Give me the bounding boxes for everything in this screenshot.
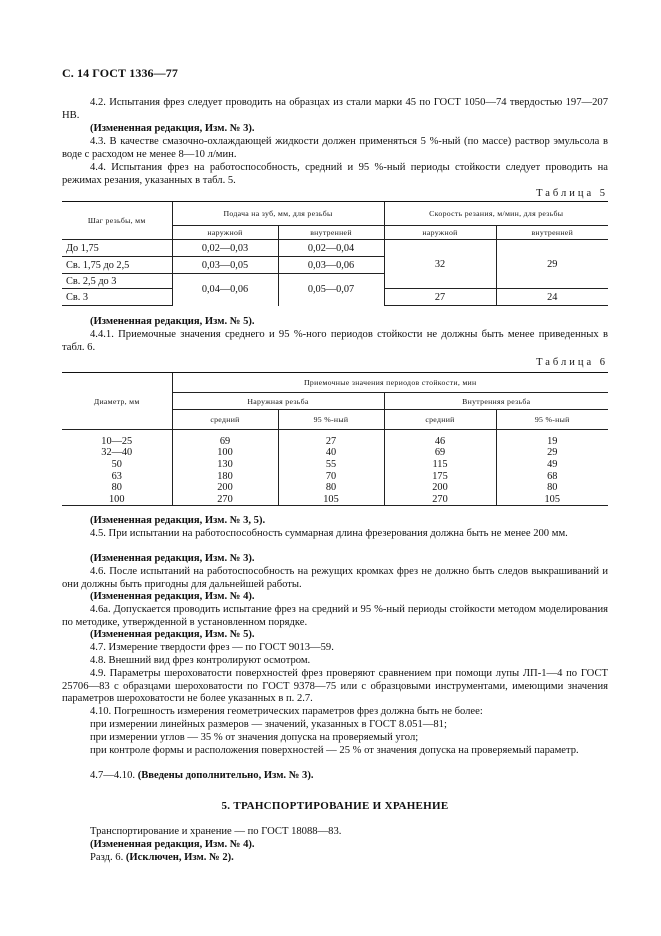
table-row: [62, 470, 608, 482]
paragraph-4-8: 4.8. Внешний вид фрез контролируют осмотром.: [90, 655, 311, 666]
table-row: [62, 459, 608, 471]
col-speed-header: Скорость резания, м/мин, для резьбы: [384, 202, 608, 226]
paragraph-section-6: [62, 852, 608, 865]
table-cell: 270: [172, 493, 278, 505]
table-cell: 0,05—0,07: [278, 274, 384, 306]
col-inner-thread-header: Внутренняя резьба: [384, 393, 608, 410]
edition-note: (Исключен, Изм. № 2).: [125, 852, 234, 863]
table-cell: 49: [496, 459, 608, 471]
table-cell: 68: [496, 470, 608, 482]
table-cell: 46: [384, 436, 496, 448]
paragraph-4-4-1: 4.4.1. Приемочные значения среднего и 95 %-ного периодов стойкости не должны быть менее приведенных в табл. 6.: [62, 329, 608, 353]
table-cell: Св. 1,75 до 2,5: [62, 257, 172, 274]
table-5-caption: Таблица 5: [536, 188, 608, 199]
sub-outer-header: наружной: [172, 226, 278, 240]
col-pitch-header: Шаг резьбы, мм: [62, 202, 172, 240]
table-cell: 200: [384, 482, 496, 494]
table-row: [62, 493, 608, 505]
table-cell: 24: [496, 289, 608, 306]
table-cell: 50: [111, 458, 122, 470]
paragraph-4-4: 4.4. Испытания фрез на работоспособность, средний и 95 %-ный периоды стойкости следует проводить на режимах резания, указанных в табл. 5.: [62, 162, 608, 186]
paragraph-4-5: 4.5. При испытании на работоспособность суммарная длина фрезерования должна быть не менее 200 мм.: [90, 528, 568, 539]
table-cell: 180: [172, 470, 278, 482]
paragraph-4-6a: 4.6а. Допускается проводить испытание фрез на средний и 95 %-ный периоды стойкости методом моделирования по методике, утвержденной в установленном порядке.: [62, 604, 608, 628]
table-cell: 27: [384, 289, 496, 306]
table-row: [62, 436, 608, 448]
table-cell: 19: [496, 436, 608, 448]
table-cell: 130: [172, 459, 278, 471]
table-cell: 63: [111, 470, 122, 482]
edition-note: (Измененная редакция, Изм. № 5).: [90, 629, 255, 640]
table-cell: 0,04—0,06: [172, 274, 278, 306]
table-cell: 100: [172, 447, 278, 459]
table-cell: 70: [278, 470, 384, 482]
col-acceptance-header: Приемочные значения периодов стойкости, мин: [172, 373, 608, 393]
paragraph-4-10-linear: при измерении линейных размеров — значений, указанных в ГОСТ 8.051—81;: [90, 719, 447, 730]
table-cell: 105: [278, 493, 384, 505]
sub-average-header: средний: [172, 410, 278, 430]
table-cell: 105: [496, 493, 608, 505]
sub-average-header: средний: [384, 410, 496, 430]
table-6-caption: Таблица 6: [536, 357, 608, 368]
table-cell: 80: [111, 482, 122, 494]
sub-outer-header: наружной: [384, 226, 496, 240]
table-cell: 69: [384, 447, 496, 459]
col-feed-header: Подача на зуб, мм, для резьбы: [172, 202, 384, 226]
sub-inner-header: внутренней: [278, 226, 384, 240]
table-cell: 32: [384, 240, 496, 289]
edition-note: (Введены дополнительно, Изм. № 3).: [137, 770, 314, 781]
table-cell: 80: [496, 482, 608, 494]
table-cell: 29: [496, 240, 608, 289]
sub-95-header: 95 %-ный: [496, 410, 608, 430]
table-cell: 270: [384, 493, 496, 505]
table-cell: 175: [384, 470, 496, 482]
table-cell: 0,03—0,06: [278, 257, 384, 274]
page-header: С. 14 ГОСТ 1336—77: [62, 66, 178, 80]
table-cell: 0,03—0,05: [172, 257, 278, 274]
table-cell: 27: [278, 436, 384, 448]
col-outer-thread-header: Наружная резьба: [172, 393, 384, 410]
sub-inner-header: внутренней: [496, 226, 608, 240]
table-row: [62, 447, 608, 459]
table-cell: 40: [278, 447, 384, 459]
table-cell: 0,02—0,03: [172, 240, 278, 257]
table-cell: 10—25: [101, 435, 133, 447]
table-cell: 55: [278, 459, 384, 471]
paragraph-4-7-4-10: [62, 770, 608, 783]
table-cell: 69: [172, 436, 278, 448]
table-cell: До 1,75: [62, 240, 172, 257]
paragraph-4-3: 4.3. В качестве смазочно-охлаждающей жидкости должен применяться 5 %-ный (по массе) раствор эмульсола в воде с расходом не менее 8—10 л/мин.: [62, 136, 608, 160]
paragraph-4-10: 4.10. Погрешность измерения геометрических параметров фрез должна быть не более:: [90, 706, 483, 717]
table-cell: 32—40: [101, 447, 133, 459]
section-6-label: Разд. 6.: [90, 852, 124, 863]
table-row: [62, 482, 608, 494]
edition-note: (Измененная редакция, Изм. № 3).: [90, 123, 255, 134]
edition-note: (Измененная редакция, Изм. № 4).: [90, 839, 255, 850]
clause-range: 4.7—4.10.: [90, 770, 136, 781]
edition-note: (Измененная редакция, Изм. № 3).: [90, 553, 255, 564]
table-cell: 80: [278, 482, 384, 494]
paragraph-4-10-angles: при измерении углов — 35 % от значения допуска на проверяемый угол;: [90, 732, 419, 743]
table-cell: 200: [172, 482, 278, 494]
edition-note: (Измененная редакция, Изм. № 4).: [90, 591, 255, 602]
paragraph-4-10-form: при контроле формы и расположения поверхностей — 25 % от значения допуска на проверяемый параметр.: [90, 745, 579, 756]
paragraph-4-7: 4.7. Измерение твердости фрез — по ГОСТ 9013—59.: [90, 642, 334, 653]
table-cell: Св. 3: [62, 289, 172, 306]
section-title: 5. ТРАНСПОРТИРОВАНИЕ И ХРАНЕНИЕ: [221, 800, 449, 812]
edition-note: (Измененная редакция, Изм. № 3, 5).: [90, 515, 266, 526]
table-6: [62, 372, 608, 506]
col-diameter-header: Диаметр, мм: [62, 373, 172, 430]
table-cell: 29: [496, 447, 608, 459]
paragraph-4-9: 4.9. Параметры шероховатости поверхностей фрез проверяют сравнением при помощи лупы ЛП-1—4 по ГОСТ 25706—83 с образцами шероховатости по ГОСТ 9378—75 или с образцовыми инструментами, имеющими значения параметров шероховатости не более указанных в п. 2.7.: [62, 668, 608, 705]
sub-95-header: 95 %-ный: [278, 410, 384, 430]
table-cell: 100: [62, 493, 172, 505]
paragraph-transport: Транспортирование и хранение — по ГОСТ 18088—83.: [90, 826, 342, 837]
table-cell: 0,02—0,04: [278, 240, 384, 257]
paragraph-4-2: 4.2. Испытания фрез следует проводить на образцах из стали марки 45 по ГОСТ 1050—74 твердостью 197—207 НВ.: [62, 97, 608, 121]
table-cell: Св. 2,5 до 3: [62, 274, 172, 289]
edition-note: (Измененная редакция, Изм. № 5).: [90, 316, 255, 327]
paragraph-4-6: 4.6. После испытаний на работоспособность на режущих кромках фрез не должно быть следов выкрашиваний и они должны быть пригодны для дальнейшей работы.: [62, 566, 608, 590]
table-5: [62, 201, 608, 306]
table-cell: 115: [384, 459, 496, 471]
